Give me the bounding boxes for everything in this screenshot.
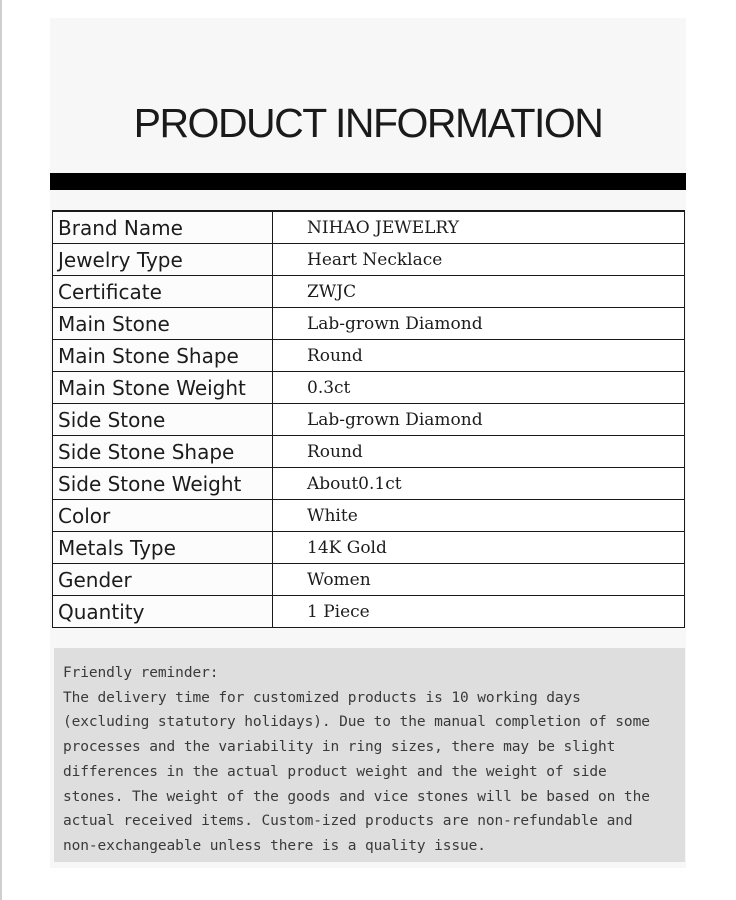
spec-label: Jewelry Type	[53, 244, 273, 276]
spec-label: Color	[53, 500, 273, 532]
spec-row-certificate	[53, 276, 685, 308]
spec-value: 1 Piece	[273, 596, 685, 628]
spec-value: 0.3ct	[273, 372, 685, 404]
spec-value: Heart Necklace	[273, 244, 685, 276]
title-divider-bar	[50, 173, 686, 190]
spec-row-main-stone	[53, 308, 685, 340]
product-spec-table	[52, 210, 685, 628]
spec-row-side-stone	[53, 404, 685, 436]
spec-label: Quantity	[53, 596, 273, 628]
spec-row-gender	[53, 564, 685, 596]
spec-label: Main Stone Weight	[53, 372, 273, 404]
friendly-reminder-box	[54, 648, 685, 862]
reminder-heading: Friendly reminder:	[63, 665, 219, 681]
spec-value: Lab-grown Diamond	[273, 404, 685, 436]
spec-value: 14K Gold	[273, 532, 685, 564]
spec-value: Women	[273, 564, 685, 596]
page-edge-line	[0, 0, 2, 900]
spec-row-quantity	[53, 596, 685, 628]
spec-label: Metals Type	[53, 532, 273, 564]
spec-label: Side Stone	[53, 404, 273, 436]
spec-row-brand-name	[53, 211, 685, 244]
spec-row-jewelry-type	[53, 244, 685, 276]
spec-row-main-stone-shape	[53, 340, 685, 372]
spec-row-side-stone-shape	[53, 436, 685, 468]
spec-row-color	[53, 500, 685, 532]
spec-row-metals-type	[53, 532, 685, 564]
spec-row-main-stone-weight	[53, 372, 685, 404]
spec-label: Certificate	[53, 276, 273, 308]
spec-value: ZWJC	[273, 276, 685, 308]
spec-value: Lab-grown Diamond	[273, 308, 685, 340]
spec-label: Side Stone Weight	[53, 468, 273, 500]
spec-label: Main Stone Shape	[53, 340, 273, 372]
page-title: PRODUCT INFORMATION	[133, 100, 603, 146]
spec-label: Gender	[53, 564, 273, 596]
spec-value: Round	[273, 436, 685, 468]
spec-value: About0.1ct	[273, 468, 685, 500]
spec-label: Main Stone	[53, 308, 273, 340]
reminder-body: The delivery time for customized products is 10 working days (excluding statutory holidays). Due to the manual completion of some processes and the variability in ring sizes, there may be slight differences in the actual product weight and the weight of side stones. The weight of the goods and vice stones will be based on the actual received items. Custom-ized products are non-refundable and non-exchangeable unless there is a quality issue.	[63, 689, 659, 854]
spec-value: Round	[273, 340, 685, 372]
spec-row-side-stone-weight	[53, 468, 685, 500]
spec-label: Brand Name	[53, 211, 273, 244]
spec-label: Side Stone Shape	[53, 436, 273, 468]
spec-value: NIHAO JEWELRY	[273, 211, 685, 244]
spec-value: White	[273, 500, 685, 532]
